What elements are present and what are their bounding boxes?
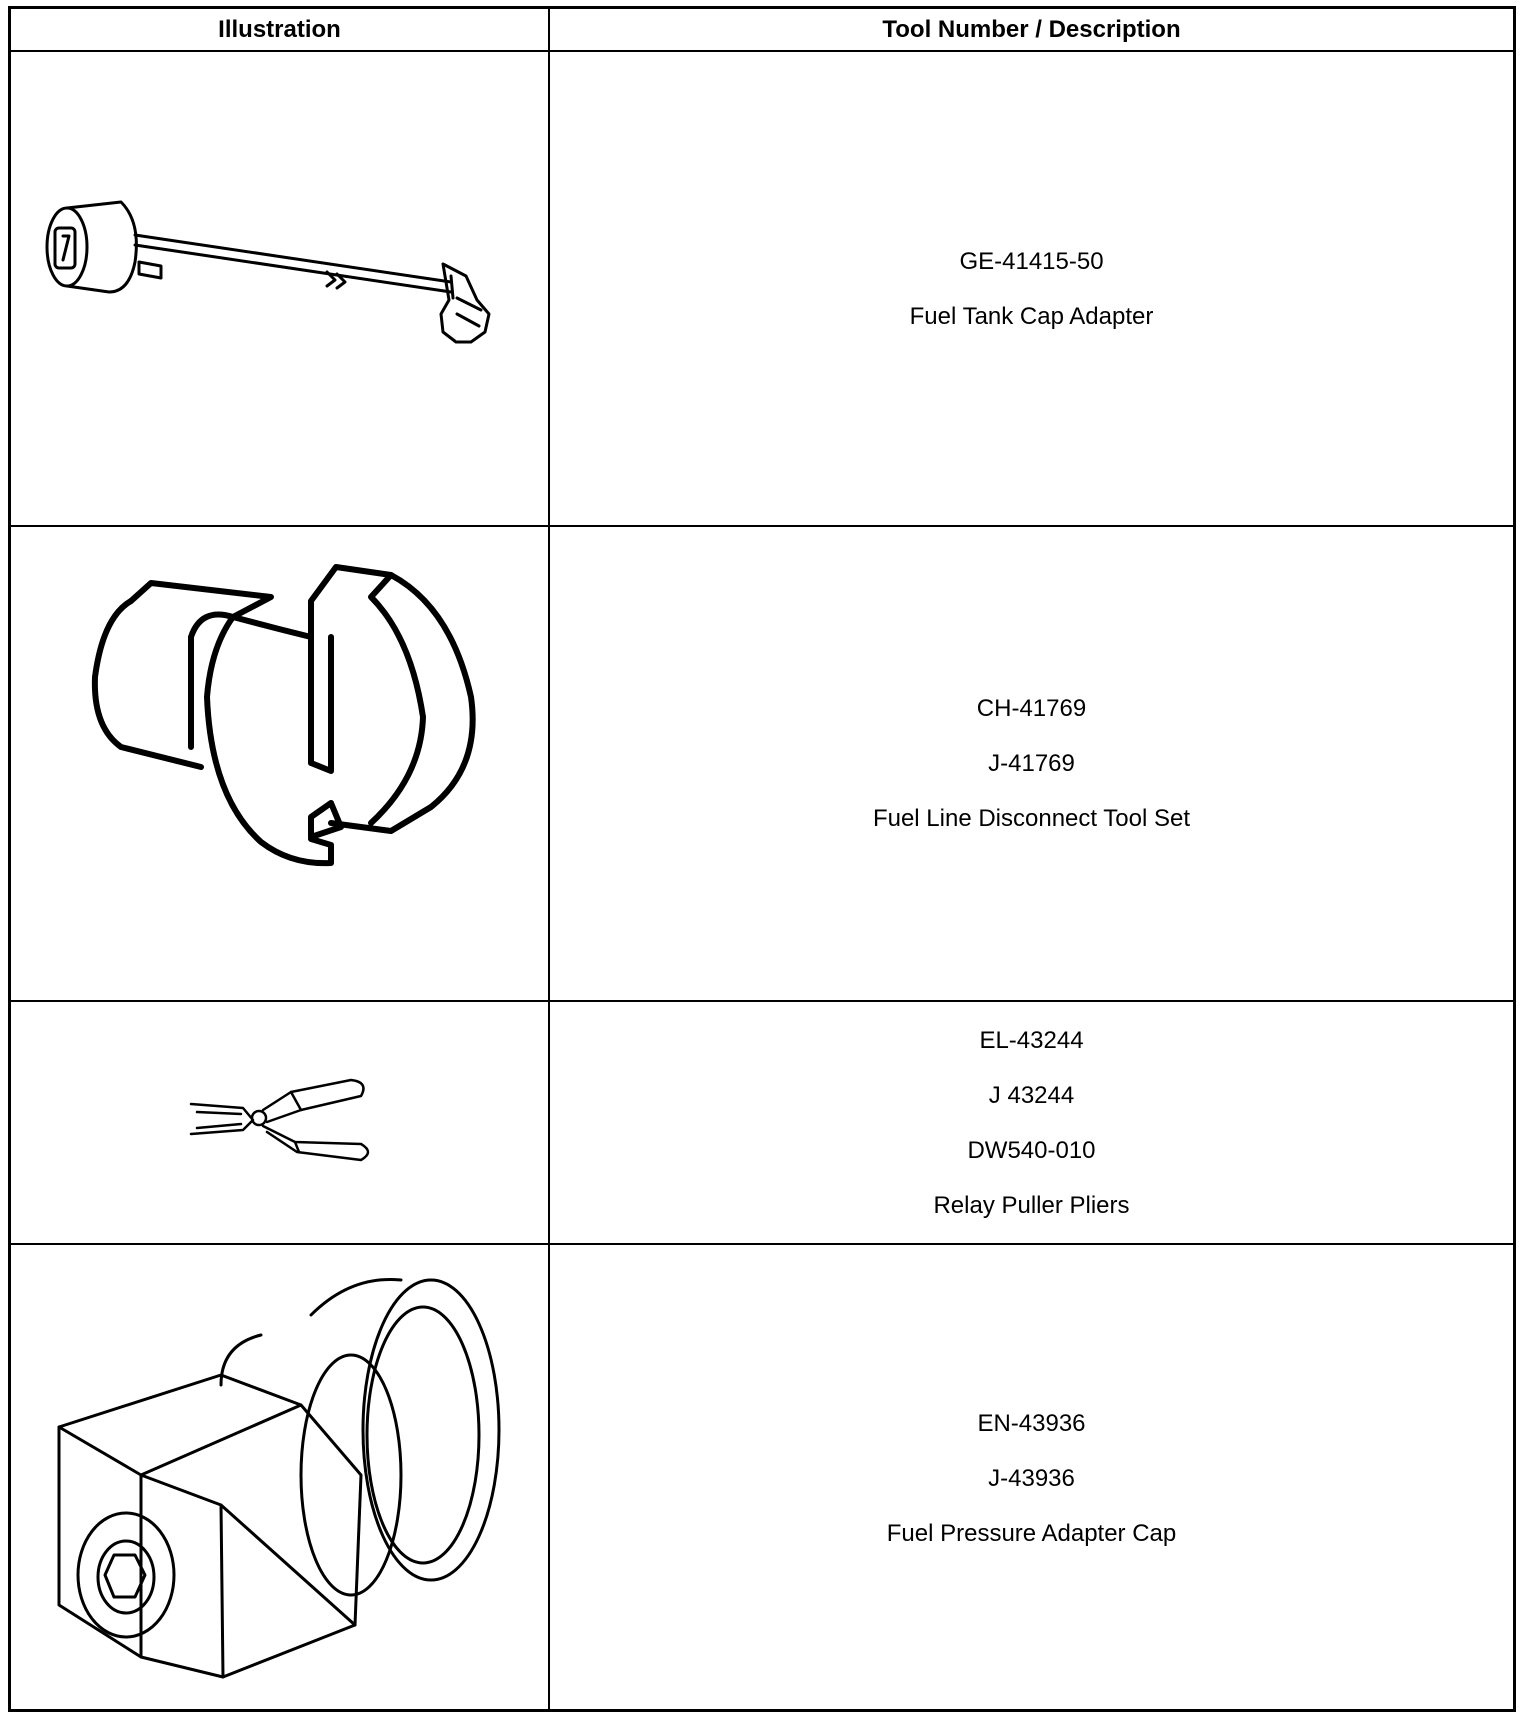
tool-table <box>8 6 1516 1712</box>
tool-number: J-41769 <box>988 750 1075 777</box>
row-1-illustration <box>11 52 548 525</box>
tool-number: J-43936 <box>988 1465 1075 1492</box>
row-4-illustration <box>11 1245 548 1712</box>
tool-description: Fuel Tank Cap Adapter <box>909 302 1154 330</box>
tool-number: EN-43936 <box>977 1410 1086 1437</box>
header-tool-description: Tool Number / Description <box>882 16 1181 43</box>
tool-number: DW540-010 <box>967 1136 1096 1164</box>
fuel-line-disconnect-tool-icon <box>11 527 548 1000</box>
row-4-tool-description <box>550 1245 1513 1712</box>
fuel-pressure-adapter-cap-icon <box>11 1245 548 1712</box>
tool-description: Fuel Line Disconnect Tool Set <box>872 805 1191 832</box>
tool-number: J 43244 <box>988 1081 1075 1109</box>
tool-description: Fuel Pressure Adapter Cap <box>886 1520 1177 1547</box>
tool-number: GE-41415-50 <box>959 247 1104 275</box>
fuel-tank-cap-adapter-icon <box>11 52 548 525</box>
tool-description: Relay Puller Pliers <box>933 1191 1130 1219</box>
row-1-tool-description <box>550 52 1513 525</box>
row-2-tool-description <box>550 527 1513 1000</box>
row-3-tool-description <box>550 1002 1513 1243</box>
tool-number: EL-43244 <box>979 1026 1084 1054</box>
header-illustration: Illustration <box>218 16 341 43</box>
row-3-illustration <box>11 1002 548 1243</box>
relay-puller-pliers-icon <box>11 1002 548 1243</box>
tool-number: CH-41769 <box>976 695 1087 722</box>
row-2-illustration <box>11 527 548 1000</box>
